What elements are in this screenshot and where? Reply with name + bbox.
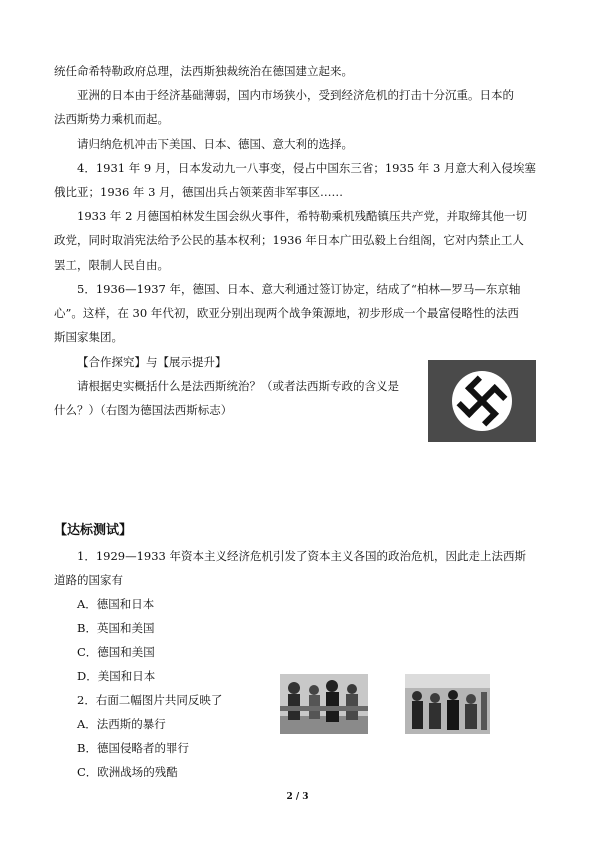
text-line: 5．1936—1937 年，德国、日本、意大利通过签订协定，结成了“柏林—罗马—东京轴 — [77, 282, 521, 296]
option-line: C．德国和美国 — [77, 645, 155, 659]
text-line: 俄比亚；1936 年 3 月，德国出兵占领莱茵非军事区…… — [54, 185, 344, 199]
text-line: 斯国家集团。 — [54, 330, 123, 344]
historical-photo-2 — [405, 674, 490, 734]
text-line: 请归纳危机冲击下美国、日本、德国、意大利的选择。 — [77, 137, 353, 151]
question-line: 2．右面二幅图片共同反映了 — [77, 693, 223, 707]
option-line: C．欧洲战场的残酷 — [77, 765, 178, 779]
test-heading: 【达标测试】 — [54, 523, 133, 538]
option-line: D．美国和日本 — [77, 669, 156, 683]
text-line: 1933 年 2 月德国柏林发生国会纵火事件，希特勒乘机残酷镇压共产党，并取缔其他一切 — [77, 209, 528, 223]
question-line: 1．1929—1933 年资本主义经济危机引发了资本主义各国的政治危机，因此走上法西斯 — [77, 549, 527, 563]
text-line: 4．1931 年 9 月，日本发动九一八事变，侵占中国东三省；1935 年 3 月意大利入侵埃塞 — [77, 161, 536, 175]
option-line: B．德国侵略者的罪行 — [77, 741, 189, 755]
option-line: A．德国和日本 — [77, 597, 155, 611]
text-line: 什么？）（右图为德国法西斯标志） — [54, 403, 233, 417]
swastika-icon — [428, 360, 536, 442]
historical-photo-1 — [280, 674, 368, 734]
text-line: 亚洲的日本由于经济基础薄弱，国内市场狭小，受到经济危机的打击十分沉重。日本的 — [77, 88, 514, 102]
text-line: 罢工，限制人民自由。 — [54, 258, 169, 272]
text-line: 法西斯势力乘机而起。 — [54, 112, 169, 126]
section-label: 【合作探究】与【展示提升】 — [77, 355, 227, 369]
text-line: 心”。这样，在 30 年代初，欧亚分别出现两个战争策源地，初步形成一个最富侵略性的法西 — [54, 306, 519, 320]
option-line: A．法西斯的暴行 — [77, 717, 166, 731]
option-line: B．英国和美国 — [77, 621, 155, 635]
text-line: 统任命希特勒政府总理，法西斯独裁统治在德国建立起来。 — [54, 64, 353, 78]
text-line: 请根据史实概括什么是法西斯统治？（或者法西斯专政的含义是 — [77, 379, 399, 393]
text-line: 政党，同时取消宪法给予公民的基本权利；1936 年日本广田弘毅上台组阁，它对内禁止工人 — [54, 233, 524, 247]
page-number: 2 / 3 — [286, 792, 309, 802]
question-line: 道路的国家有 — [54, 573, 123, 587]
swastika-flag-image — [428, 360, 536, 442]
